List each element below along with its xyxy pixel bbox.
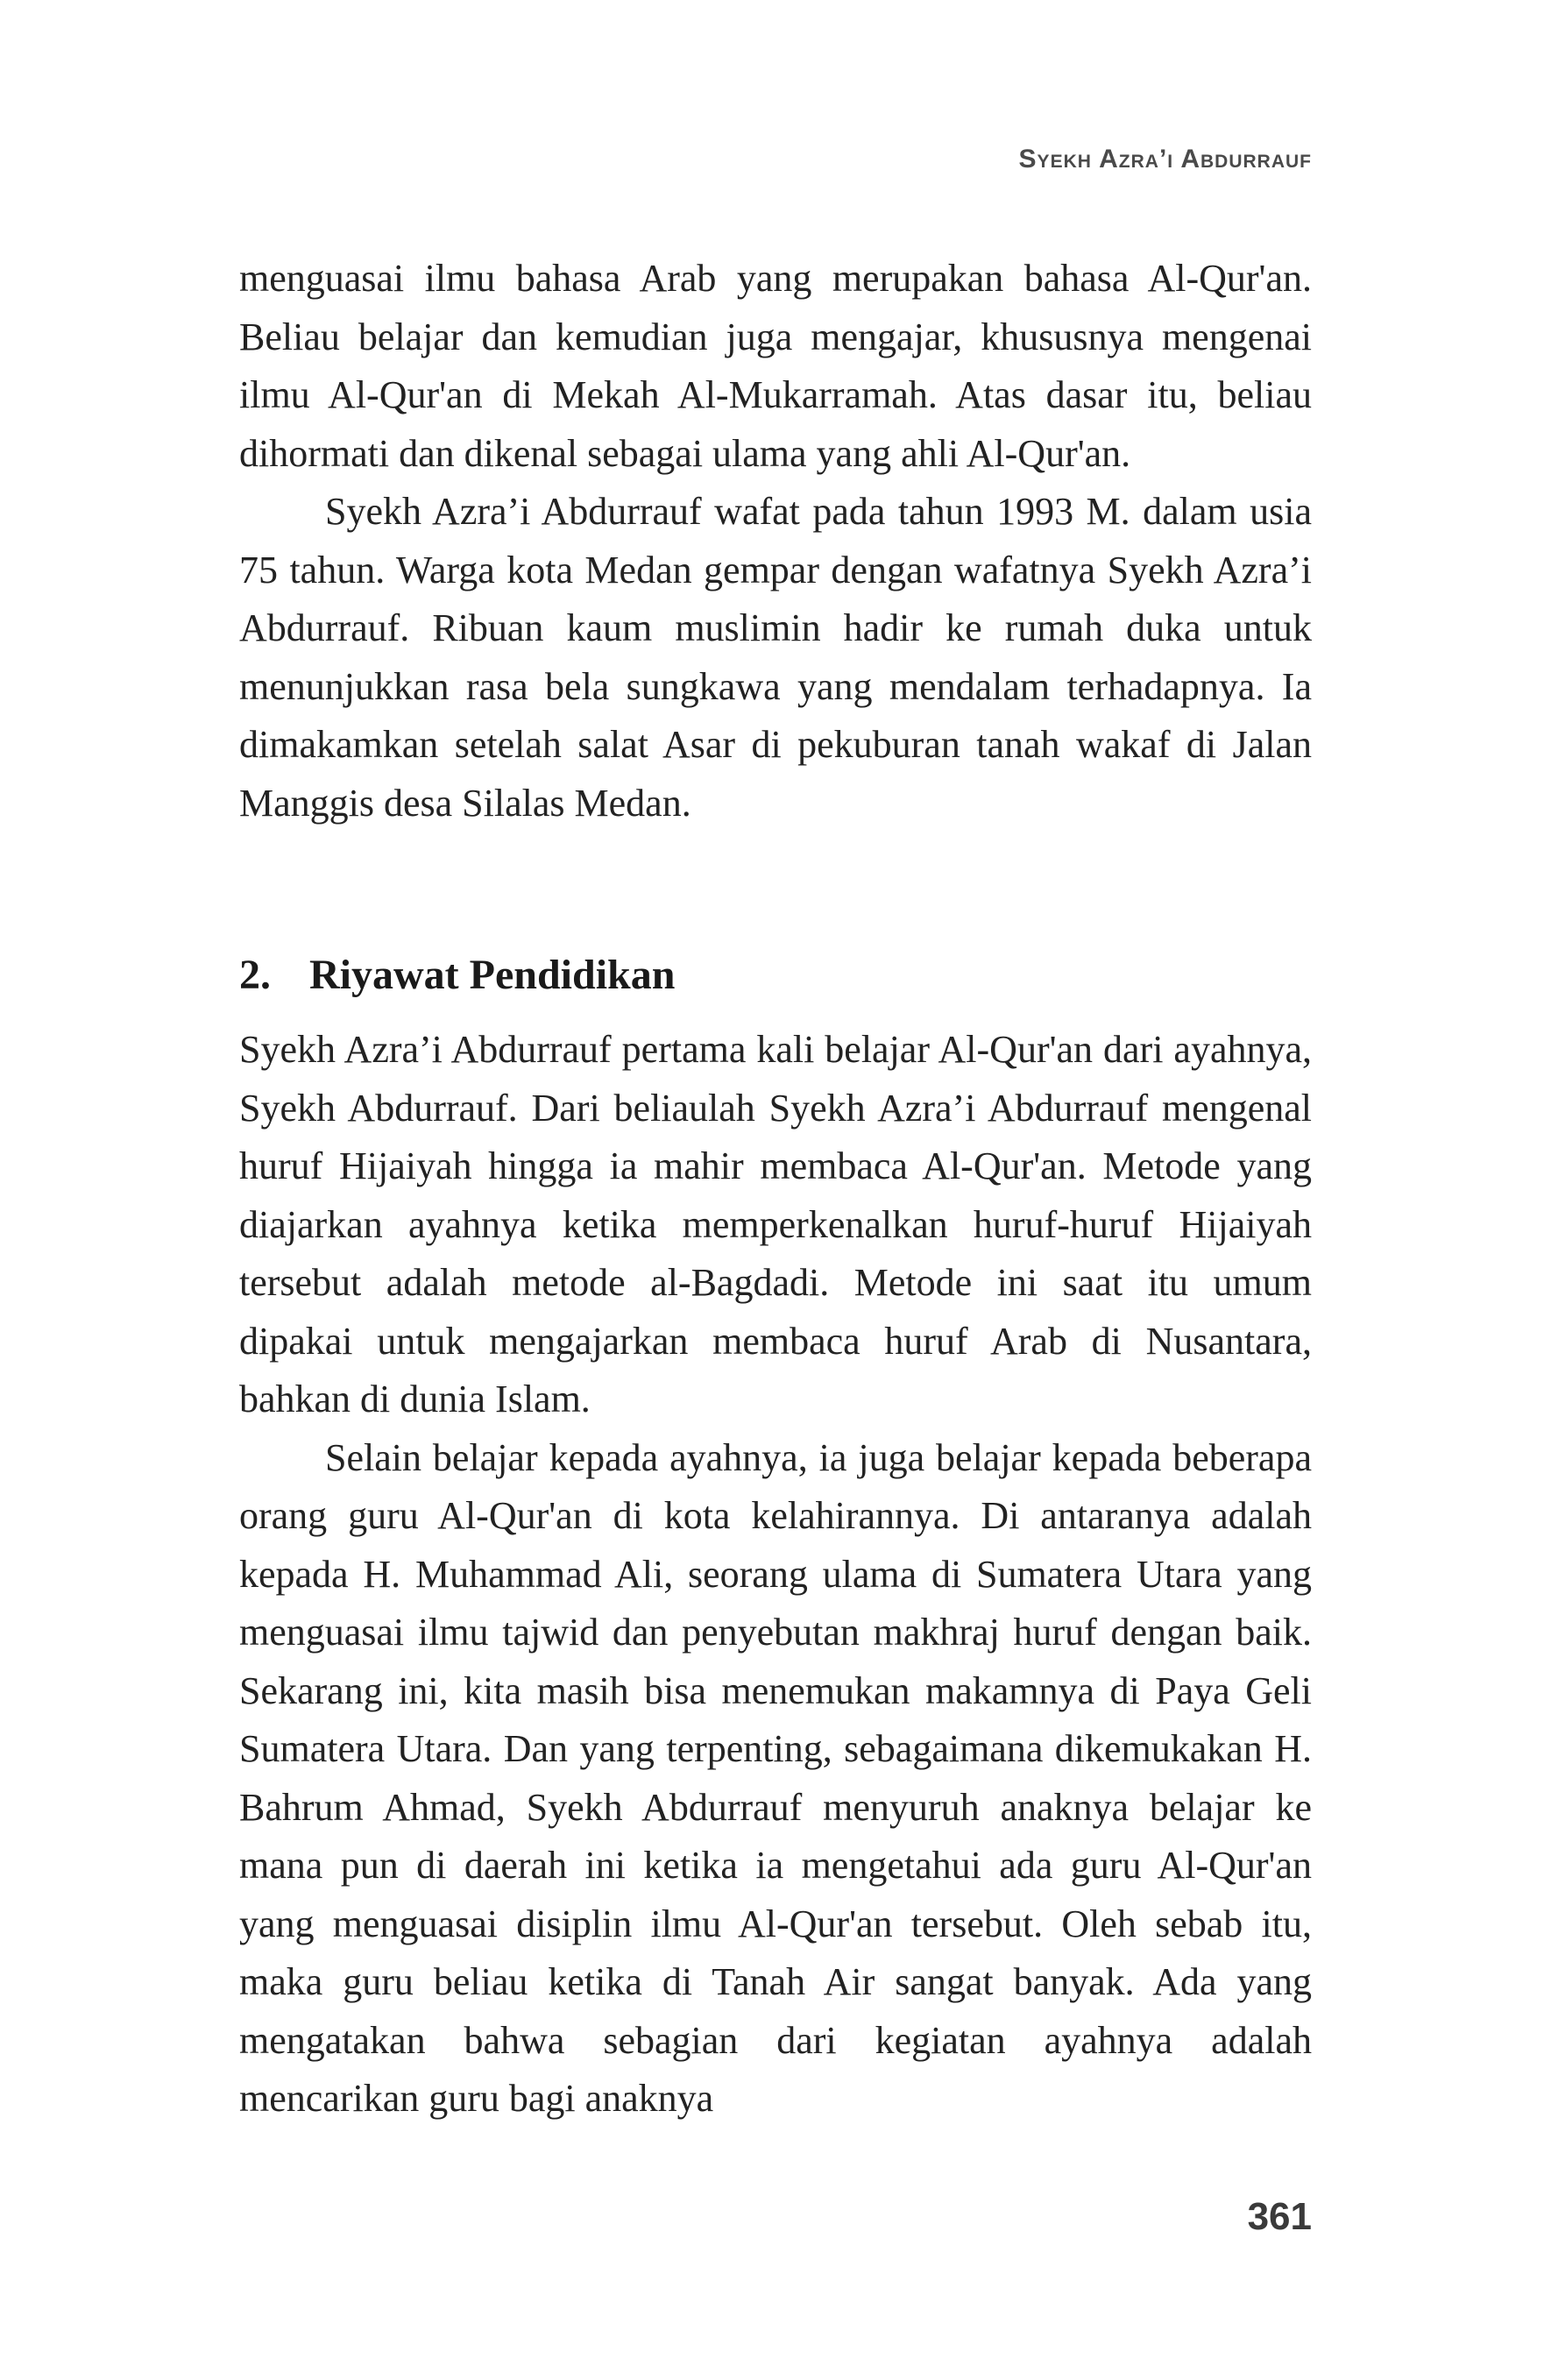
running-head: Syekh Azra’i Abdurrauf	[1018, 145, 1312, 174]
paragraph: Syekh Azra’i Abdurrauf pertama kali belajar Al-Qur'an dari ayahnya, Syekh Abdurrauf. Dari beliaulah Syekh Azra’i Abdurrauf mengenal huruf Hijaiyah hingga ia mahir membaca Al-Qur'an. Metode yang diajarkan ayahnya ketika memperkenalkan huruf-huruf Hijaiyah tersebut adalah metode al-Bagdadi. Metode ini saat itu umum dipakai untuk mengajarkan membaca huruf Arab di Nusantara, bahkan di dunia Islam.	[239, 1028, 1312, 1420]
paragraph: Selain belajar kepada ayahnya, ia juga belajar kepada beberapa orang guru Al-Qur'an di kota kelahirannya. Di antaranya adalah kepada H. Muhammad Ali, seorang ulama di Sumatera Utara yang menguasai ilmu tajwid dan penyebutan makhraj huruf dengan baik. Sekarang ini, kita masih bisa menemukan makamnya di Paya Geli Sumatera Utara. Dan yang terpenting, sebagaimana dikemukakan H. Bahrum Ahmad, Syekh Abdurrauf menyuruh anaknya belajar ke mana pun di daerah ini ketika ia mengetahui ada guru Al-Qur'an yang menguasai disiplin ilmu Al-Qur'an tersebut. Oleh sebab itu, maka guru beliau ketika di Tanah Air sangat banyak. Ada yang mengatakan bahwa sebagian dari kegiatan ayahnya adalah mencarikan guru bagi anaknya	[239, 1435, 1312, 2120]
section-title: Riyawat Pendidikan	[309, 952, 676, 998]
section-number: 2.	[239, 952, 271, 998]
section-heading	[239, 951, 675, 999]
page-number: 361	[1247, 2195, 1312, 2238]
body-text-top	[239, 250, 1312, 832]
body-text-bottom	[239, 1021, 1312, 2129]
paragraph: Syekh Azra’i Abdurrauf wafat pada tahun 1993 M. dalam usia 75 tahun. Warga kota Medan gempar dengan wafatnya Syekh Azra’i Abdurrauf. Ribuan kaum muslimin hadir ke rumah duka untuk menunjukkan rasa bela sungkawa yang mendalam terhadapnya. Ia dimakamkan setelah salat Asar di pekuburan tanah wakaf di Jalan Manggis desa Silalas Medan.	[239, 490, 1312, 825]
paragraph: menguasai ilmu bahasa Arab yang merupakan bahasa Al-Qur'an. Beliau belajar dan kemudian juga mengajar, khususnya mengenai ilmu Al-Qur'an di Mekah Al-Mukarramah. Atas dasar itu, beliau dihormati dan dikenal sebagai ulama yang ahli Al-Qur'an.	[239, 257, 1312, 475]
